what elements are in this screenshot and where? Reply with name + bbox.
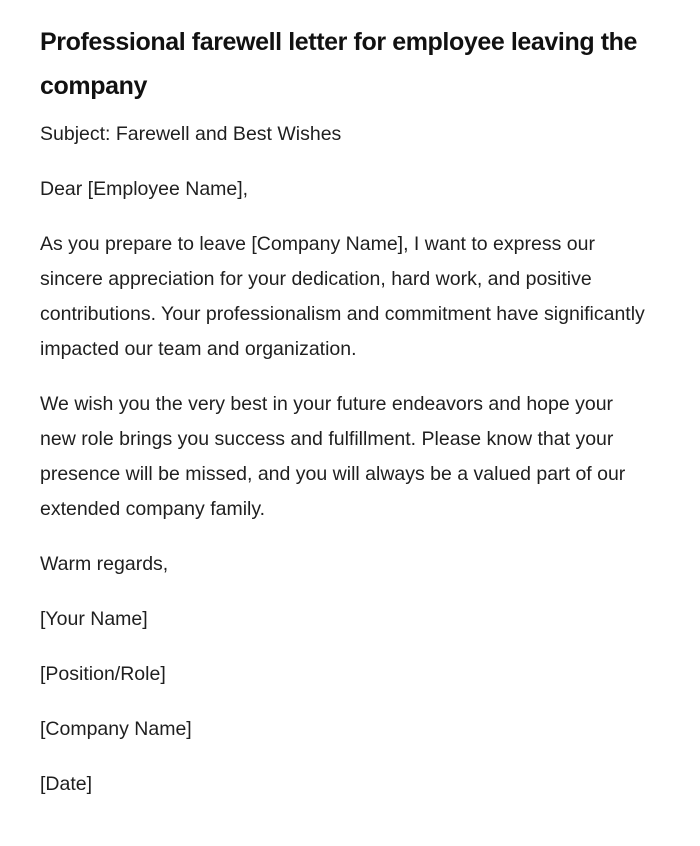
letter-subject: Subject: Farewell and Best Wishes <box>40 123 342 145</box>
letter-closing: Warm regards, <box>40 553 169 575</box>
letter-paragraph-wishes: We wish you the very best in your future endeavors and hope your new role brings you success and fulfillment. Please know that your presence will be missed, and you will always be a valued part of our extended company family. <box>40 393 626 520</box>
signature-name: [Your Name] <box>40 608 148 630</box>
signature-date: [Date] <box>40 773 93 795</box>
letter-document <box>40 20 650 802</box>
letter-salutation: Dear [Employee Name], <box>40 178 249 200</box>
signature-position: [Position/Role] <box>40 663 166 685</box>
letter-paragraph-appreciation: As you prepare to leave [Company Name], I want to express our sincere appreciation for your dedication, hard work, and positive contributions. Your professionalism and commitment have significantly impacted our team and organization. <box>40 233 645 360</box>
page-title: Professional farewell letter for employee leaving the company <box>40 28 638 100</box>
signature-company: [Company Name] <box>40 718 192 740</box>
